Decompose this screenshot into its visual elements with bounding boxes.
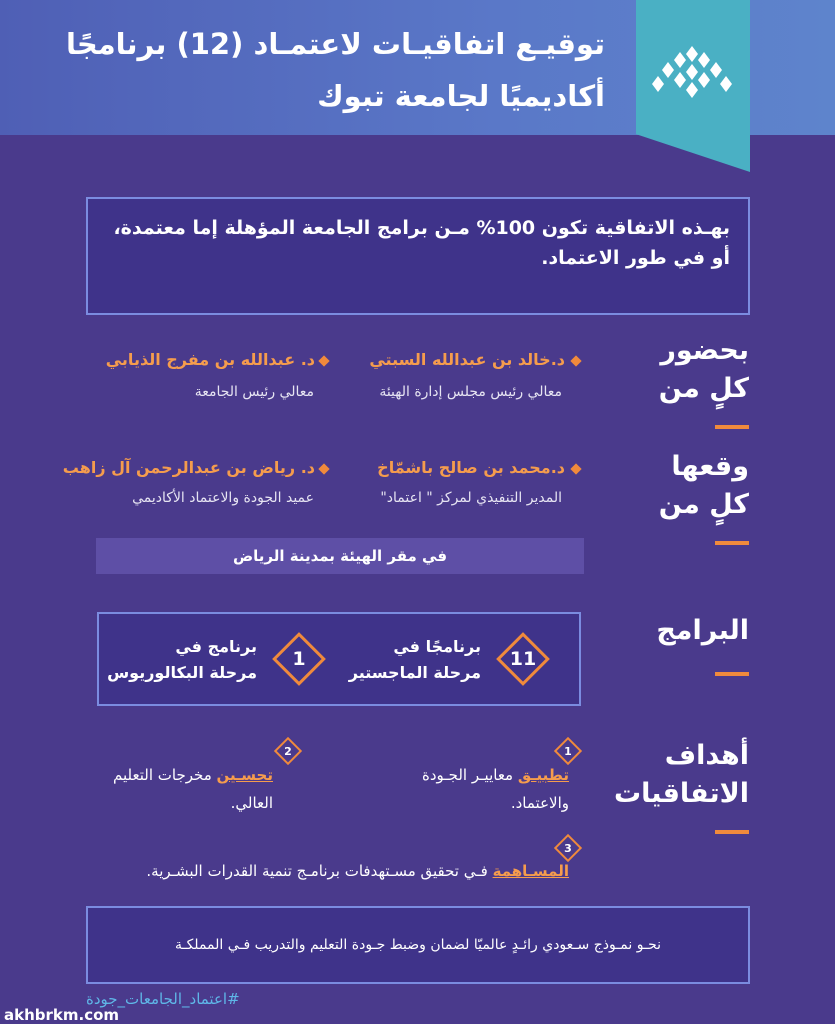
goal-highlight: تطبيـق (517, 766, 569, 784)
attendance-heading (659, 332, 749, 408)
program-label-line-2: مرحلة الماجستير (348, 663, 481, 682)
intro-box (86, 197, 750, 315)
intro-line-2: أو في طور الاعتماد. (541, 247, 730, 269)
goal-number: 2 (284, 745, 292, 758)
bullet-icon (570, 463, 581, 474)
goal-highlight: المسـاهمة (492, 862, 569, 880)
signers-heading-line-2: كلٍ من (658, 489, 749, 520)
program-label-line-1: برنامجًا في (393, 637, 481, 656)
goals-heading-line-1: أهداف (664, 740, 749, 771)
site-watermark: akhbrkm.com (4, 1006, 120, 1024)
goal-text-line-1: معاييـر الجـودة (422, 766, 518, 784)
person-name: د. عبدالله بن مفرج الذيابي (105, 350, 315, 369)
signers-heading-line-1: وقعها (671, 451, 749, 482)
title-line-1: توقيـع اتفاقيـات لاعتمـاد (12) برنامجًا (65, 27, 605, 61)
title-line-2: أكاديميًا لجامعة تبوك (317, 79, 605, 113)
program-label-line-1: برنامج في (175, 637, 257, 656)
person-role: عميد الجودة والاعتماد الأكاديمي (132, 490, 314, 506)
page-title (65, 18, 605, 122)
person-name: د.خالد بن عبدالله السبتي (369, 350, 565, 369)
bullet-icon (570, 355, 581, 366)
attendance-heading-line-1: بحضور (660, 335, 749, 366)
goal-text-line-2: والاعتماد. (510, 794, 569, 812)
goal-text-line-2: العالي. (230, 794, 273, 812)
goals-heading (614, 737, 749, 813)
section-divider (715, 830, 749, 834)
person-name: د. رياض بن عبدالرحمن آل زاهب (62, 458, 315, 477)
hashtag-link[interactable]: #اعتماد_الجامعات_جودة (86, 990, 240, 1008)
person-role: معالي رئيس مجلس إدارة الهيئة (379, 384, 562, 400)
location-bar: في مقر الهيئة بمدينة الرياض (96, 538, 584, 574)
person-role: المدير التنفيذي لمركز " اعتماد" (380, 490, 562, 506)
program-label-line-2: مرحلة البكالوريوس (107, 663, 257, 682)
tree-logo-icon (650, 38, 734, 108)
goal-highlight: تحسـين (216, 766, 273, 784)
programs-heading: البرامج (656, 615, 749, 646)
program-label (107, 634, 257, 686)
section-divider (715, 425, 749, 429)
goal-text (89, 857, 569, 885)
bullet-icon (318, 463, 329, 474)
person-name: د.محمد بن صالح باشمّاخ (377, 458, 565, 477)
program-label (349, 634, 481, 686)
goal-number: 1 (564, 745, 572, 758)
goal-text (73, 761, 273, 817)
program-count: 11 (509, 648, 537, 670)
person-role: معالي رئيس الجامعة (194, 384, 314, 400)
goal-text-line-1: مخرجات التعليم (113, 766, 217, 784)
intro-line-1: بهـذه الاتفاقية تكون 100% مـن برامج الجامعة المؤهلة إما معتمدة، (113, 217, 730, 239)
section-divider (715, 541, 749, 545)
section-divider (715, 672, 749, 676)
vision-box: نحـو نمـوذج سـعودي رائـدٍ عالميّا لضمان وضبط جـودة التعليم والتدريب فـي المملكـة (86, 906, 750, 984)
goal-number: 3 (564, 842, 572, 855)
goal-text-line-1: فـي تحقيق مسـتهدفات برنامـج تنمية القدرات البشـرية. (146, 862, 493, 880)
signers-heading (659, 448, 749, 524)
goals-heading-line-2: الاتفاقيات (613, 778, 749, 809)
attendance-heading-line-2: كلٍ من (658, 373, 749, 404)
program-count: 1 (292, 648, 306, 670)
bullet-icon (318, 355, 329, 366)
goal-text (359, 761, 569, 817)
